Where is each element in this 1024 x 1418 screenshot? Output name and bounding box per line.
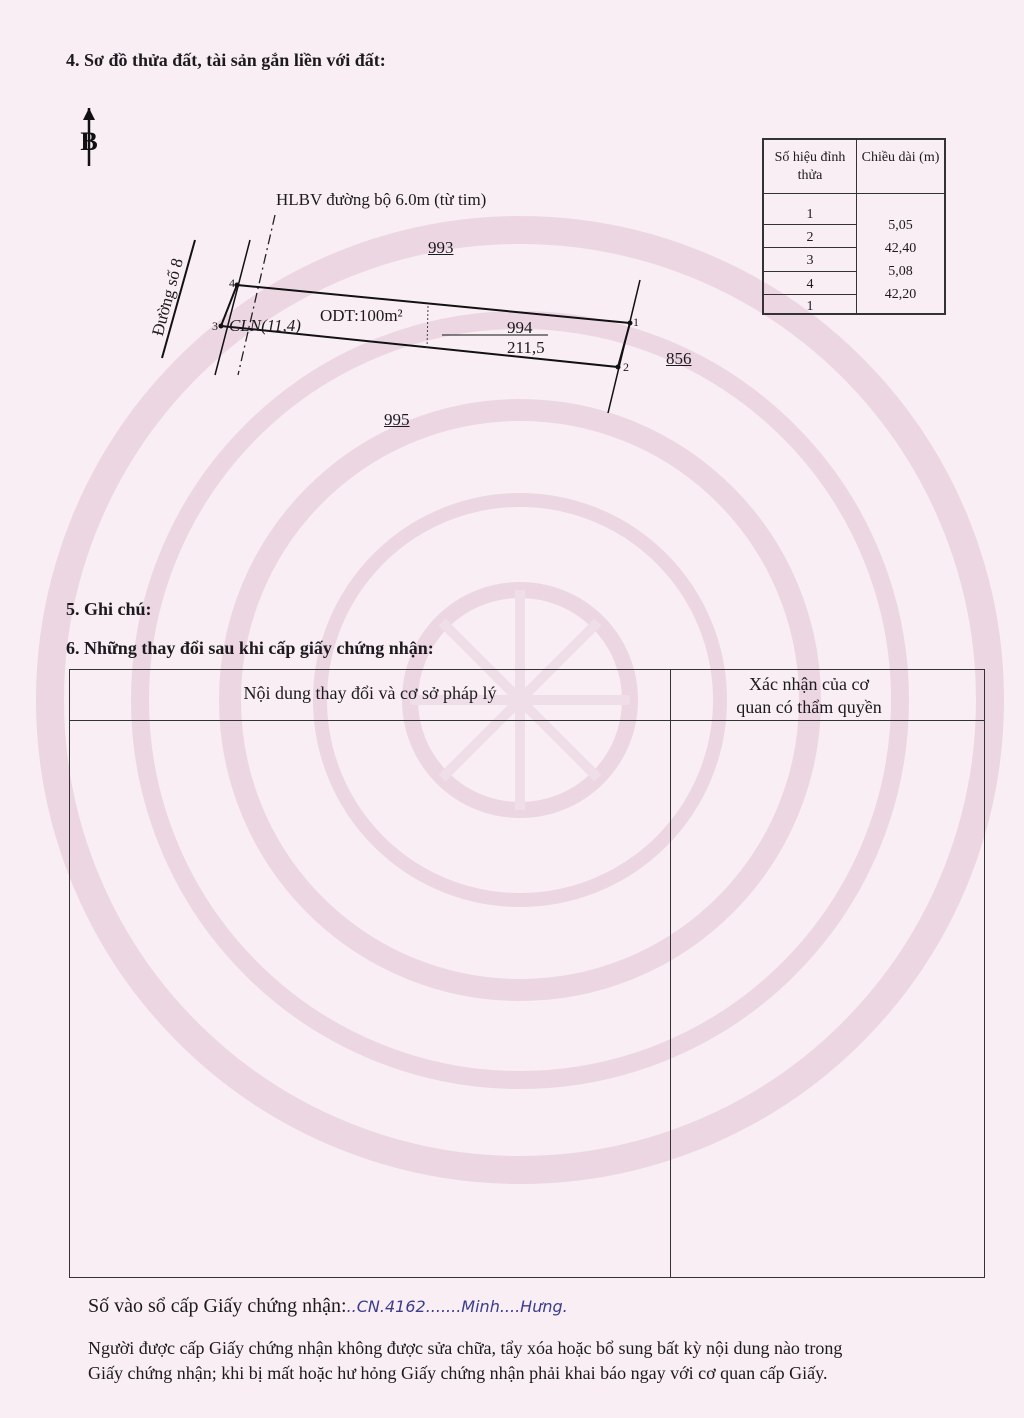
point-label: 3 xyxy=(212,319,218,333)
land-use-odt: ODT:100m² xyxy=(320,306,403,325)
parcel-area: 211,5 xyxy=(507,338,545,357)
length-cell: 42,40 xyxy=(884,241,917,256)
boundary-length-table xyxy=(762,138,946,315)
setback-line xyxy=(238,215,275,375)
point-cell: 1 xyxy=(806,299,814,314)
registry-value-handwritten: ..CN.4162.......Minh....Hưng. xyxy=(346,1297,568,1316)
point-cell: 1 xyxy=(806,207,814,222)
header-length: Chiều dài (m) xyxy=(857,140,944,194)
length-cell: 42,20 xyxy=(884,287,917,302)
registry-line xyxy=(88,1295,568,1318)
parcel-number: 994 xyxy=(507,318,533,337)
road-edge-line xyxy=(215,240,250,375)
setback-label: HLBV đường bộ 6.0m (từ tim) xyxy=(276,190,487,209)
point-cell: 4 xyxy=(806,277,814,292)
notice-line1: Người được cấp Giấy chứng nhận không được sửa chữa, tẩy xóa hoặc bổ sung bất kỳ nội dung nào trong xyxy=(88,1338,843,1358)
header-point: Số hiệu đỉnh thửa xyxy=(764,140,857,194)
length-cell: 5,05 xyxy=(888,218,913,233)
changes-table xyxy=(69,669,985,1278)
section6-title: 6. Những thay đổi sau khi cấp giấy chứng nhận: xyxy=(66,638,434,658)
point-label: 4 xyxy=(229,276,235,290)
point-cell: 3 xyxy=(806,253,814,268)
point-label: 1 xyxy=(633,315,639,329)
changes-column-header: Nội dung thay đổi và cơ sở pháp lý xyxy=(243,683,497,703)
notice-line2: Giấy chứng nhận; khi bị mất hoặc hư hỏng Giấy chứng nhận phải khai báo ngay với cơ quan cấp Giấy. xyxy=(88,1363,828,1383)
length-cell: 5,08 xyxy=(888,264,913,279)
confirmation-header-line2: quan có thẩm quyền xyxy=(736,697,882,717)
point-label: 2 xyxy=(623,360,629,374)
neighbor-south: 995 xyxy=(384,410,410,429)
section4-title: 4. Sơ đồ thửa đất, tài sản gắn liền với đất: xyxy=(66,50,386,70)
point-cell: 2 xyxy=(806,230,814,245)
north-symbol: B xyxy=(80,127,98,156)
neighbor-north: 993 xyxy=(428,238,454,257)
land-use-cln: CLN(11,4) xyxy=(229,316,301,335)
confirmation-header-line1: Xác nhận của cơ xyxy=(749,674,869,694)
registry-label: Số vào sổ cấp Giấy chứng nhận: xyxy=(88,1295,347,1317)
land-use-divider xyxy=(427,306,428,350)
neighbor-east: 856 xyxy=(666,349,692,368)
road-label: Đường số 8 xyxy=(148,256,187,338)
section5-title: 5. Ghi chú: xyxy=(66,599,152,619)
